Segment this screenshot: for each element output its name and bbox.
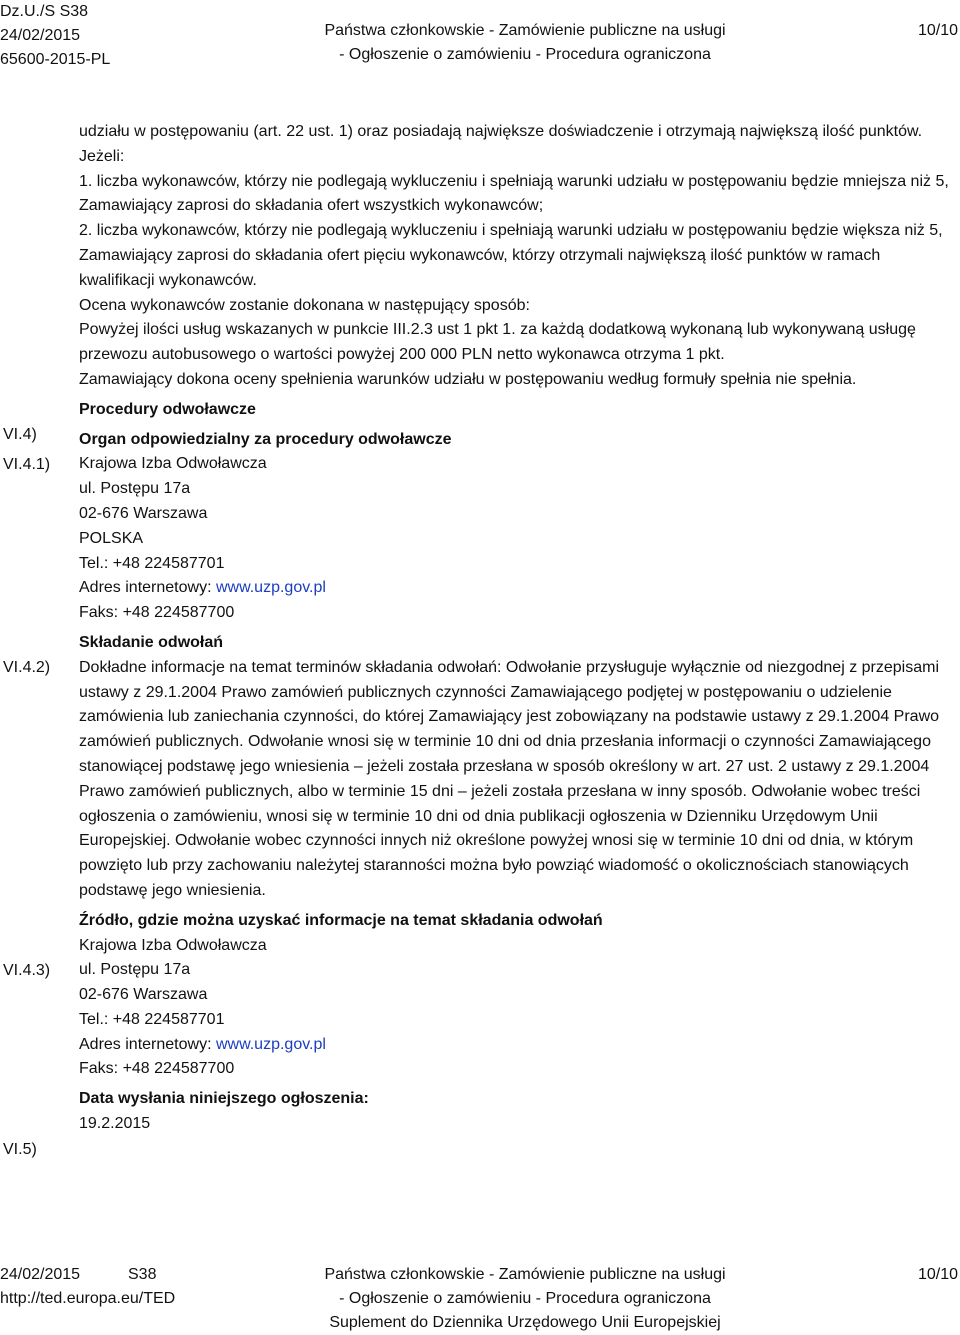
section-title-vi43: Źródło, gdzie można uzyskać informacje na temat składania odwołań (79, 911, 603, 929)
footer-url[interactable]: http://ted.europa.eu/TED (0, 1290, 176, 1307)
evaluation-rule: Powyżej ilości usług wskazanych w punkcie III.2.3 ust 1 pkt 1. za każdą dodatkową wykonaną lub wykonywaną usługę przewozu autobusowego o wartości powyżej 200 000 PLN netto wykonawca otrzyma 1 pkt. (79, 321, 916, 364)
web-label: Adres internetowy: (79, 579, 216, 597)
section-label-vi41: VI.4.1) (3, 456, 51, 473)
evaluation-formula: Zamawiający dokona oceny spełnienia warunków udziału w postępowaniu według formuły spełnia nie spełnia. (79, 370, 857, 388)
header-center (240, 0, 810, 67)
footer-series: S38 (128, 1266, 157, 1283)
body-country: POLSKA (79, 529, 144, 547)
web-link[interactable]: www.uzp.gov.pl (215, 1035, 326, 1053)
info-fax: Faks: +48 224587700 (79, 1060, 235, 1078)
appeals-text: Dokładne informacje na temat terminów składania odwołań: Odwołanie przysługuje wyłącznie od niezgodnej z przepisami ustawy z 29.1.2004 Prawo zamówień publicznych czynności Zamawiającego podjętej w postępowaniu o udzielenie zamówienia lub zaniechania czynności, do której Zamawiający jest zobowiązany na podstawie ustawy z 29.1.2004 Prawo zamówień publicznych. Odwołanie wnosi się w terminie 10 dni od dnia przesłania informacji o czynności Zamawiającego stanowiącej podstawę jego wniesienia – jeżeli została przesłana w sposób określony w art. 27 ust. 2 ustawy z 29.1.2004 Prawo zamówień publicznych, albo w terminie 15 dni – jeżeli została przesłana w inny sposób. Odwołanie wobec treści ogłoszenia o zamówieniu, wnosi się w terminie 10 dni od dnia publikacji ogłoszenia w Dzienniku Urzędowym Unii Europejskiej. Odwołanie wobec czynności innych niż określone powyżej wnosi się w terminie 10 dni od dnia, w którym powzięto lub przy zachowaniu należytej staranności można było powziąć wiadomość o okolicznościach stanowiących podstawę jego wniesienia. (79, 658, 940, 899)
section-label-vi5: VI.5) (3, 1141, 37, 1158)
body-tel: Tel.: +48 224587701 (79, 554, 225, 572)
web-link[interactable]: www.uzp.gov.pl (215, 579, 326, 597)
list-item-2: 2. liczba wykonawców, którzy nie podlegają wykluczeniu i spełniają warunki udziału w postępowaniu będzie większa niż 5, Zamawiający zaprosi do składania ofert pięciu wykonawców, którzy otrzymali największą ilość punktów w ramach kwalifikacji wykonawców. (79, 222, 943, 289)
info-web (79, 1033, 949, 1058)
header-title-2: - Ogłoszenie o zamówieniu - Procedura ograniczona (339, 46, 711, 63)
footer-title-2: - Ogłoszenie o zamówieniu - Procedura ograniczona (339, 1290, 711, 1307)
dispatch-date: 19.2.2015 (79, 1115, 151, 1133)
section-label-vi4: VI.4) (3, 426, 37, 443)
web-label: Adres internetowy: (79, 1035, 216, 1053)
body-name: Krajowa Izba Odwoławcza (79, 455, 267, 473)
body-street: ul. Postępu 17a (79, 480, 191, 498)
document-number: 65600-2015-PL (0, 51, 111, 68)
body-city: 02-676 Warszawa (79, 504, 208, 522)
footer-center (240, 1263, 810, 1335)
info-name: Krajowa Izba Odwoławcza (79, 936, 267, 954)
body-web (79, 576, 949, 601)
footer-date: 24/02/2015 (0, 1266, 81, 1283)
footer-page-number: 10/10 (917, 1266, 958, 1283)
header-date: 24/02/2015 (0, 27, 81, 44)
evaluation-intro: Ocena wykonawców zostanie dokonana w następujący sposób: (79, 296, 530, 314)
section-title-vi42: Składanie odwołań (79, 633, 224, 651)
info-city: 02-676 Warszawa (79, 986, 208, 1004)
list-item-1: 1. liczba wykonawców, którzy nie podlegają wykluczeniu i spełniają warunki udziału w postępowaniu będzie mniejsza niż 5, Zamawiający zaprosi do składania ofert wszystkich wykonawców; (79, 172, 949, 215)
footer-title-1: Państwa członkowskie - Zamówienie publiczne na usługi (324, 1266, 726, 1283)
footer-title-3: Suplement do Dziennika Urzędowego Unii Europejskiej (329, 1314, 721, 1331)
section-label-vi42: VI.4.2) (3, 659, 51, 676)
header-title-1: Państwa członkowskie - Zamówienie publiczne na usługi (324, 22, 726, 39)
section-title-vi4: Procedury odwoławcze (79, 400, 256, 418)
header-page-number: 10/10 (917, 22, 958, 39)
paragraph-intro: udziału w postępowaniu (art. 22 ust. 1) oraz posiadają największe doświadczenie i otrzymają największą ilość punktów. Jeżeli: (79, 123, 923, 165)
section-label-vi43: VI.4.3) (3, 962, 51, 979)
header-left (0, 0, 110, 72)
section-title-vi41: Organ odpowiedzialny za procedury odwoławcze (79, 430, 452, 448)
body-fax: Faks: +48 224587700 (79, 604, 235, 622)
footer-left (0, 1263, 175, 1311)
journal-ref: Dz.U./S S38 (0, 3, 89, 20)
info-tel: Tel.: +48 224587701 (79, 1010, 225, 1028)
section-title-vi5: Data wysłania niniejszego ogłoszenia: (79, 1090, 369, 1108)
main-content (79, 120, 949, 1137)
info-street: ul. Postępu 17a (79, 961, 191, 979)
